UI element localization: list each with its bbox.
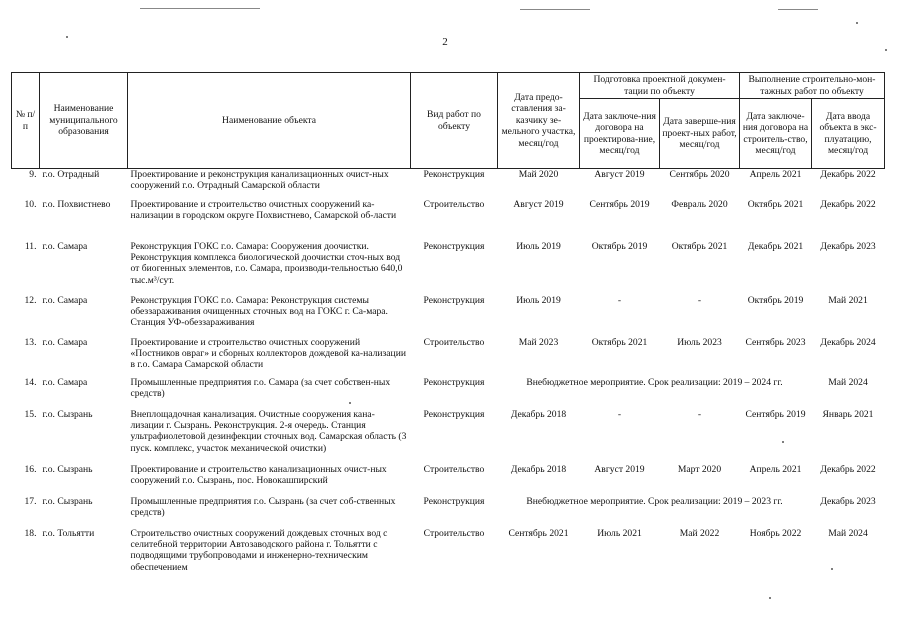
row-build-contract: Ноябрь 2022 xyxy=(749,527,802,539)
col-header-municipality: Наименование муниципального образования xyxy=(40,73,128,169)
row-object: Проектирование и реконструкция канализационных очист-ных сооружений г.о. Отрадный Самарской области xyxy=(130,169,389,192)
row-municipality: г.о. Сызрань xyxy=(42,408,93,420)
table-row xyxy=(12,377,885,409)
row-design-end: Сентябрь 2020 xyxy=(669,169,730,180)
col-header-commission: Дата ввода объекта в экс-плуатацию, месяц/год xyxy=(812,99,885,169)
row-offbudget-note: Внебюджетное мероприятие. Срок реализации: 2019 – 2023 гг. xyxy=(526,495,783,507)
row-design-contract: Август 2019 xyxy=(594,463,645,475)
row-num: 17. xyxy=(24,495,37,507)
row-commission: Декабрь 2023 xyxy=(820,240,876,252)
row-num: 12. xyxy=(24,294,37,306)
row-object: Проектирование и строительство канализационных очист-ных сооружений г.о. Сызрань, пос. Новокашпирский xyxy=(130,463,387,486)
row-work-type: Строительство xyxy=(423,336,485,348)
row-work-type: Реконструкция xyxy=(423,376,485,388)
row-work-type: Строительство xyxy=(423,198,485,210)
row-offbudget-note: Внебюджетное мероприятие. Срок реализации: 2019 – 2024 гг. xyxy=(526,376,783,388)
row-design-contract: Сентябрь 2019 xyxy=(589,198,650,210)
table-row xyxy=(12,409,885,464)
objects-table xyxy=(11,72,885,584)
row-municipality: г.о. Самара xyxy=(42,336,88,348)
row-commission: Декабрь 2022 xyxy=(820,198,876,210)
row-num: 14. xyxy=(24,376,37,388)
row-municipality: г.о. Похвистнево xyxy=(42,198,111,210)
page-number: 2 xyxy=(442,36,448,48)
col-header-design-contract: Дата заключе-ния договора на проектирова-ние, месяц/год xyxy=(580,99,660,169)
row-land-date: Декабрь 2018 xyxy=(510,463,567,475)
scan-mark xyxy=(140,8,260,9)
col-header-object: Наименование объекта xyxy=(128,73,411,169)
row-design-contract: Октябрь 2021 xyxy=(591,336,648,348)
row-num: 11. xyxy=(24,240,37,252)
row-commission: Декабрь 2023 xyxy=(820,495,876,507)
row-work-type: Реконструкция xyxy=(423,169,485,180)
scan-speck xyxy=(769,597,771,599)
row-build-contract: Сентябрь 2023 xyxy=(745,336,806,348)
table-row xyxy=(12,496,885,528)
scan-speck xyxy=(856,22,858,24)
table-row xyxy=(12,337,885,377)
table-row xyxy=(12,241,885,295)
row-land-date: Сентябрь 2021 xyxy=(508,527,569,539)
row-work-type: Строительство xyxy=(423,527,485,539)
row-commission: Декабрь 2022 xyxy=(820,169,876,180)
col-header-work-type: Вид работ по объекту xyxy=(411,73,498,169)
row-work-type: Строительство xyxy=(423,463,485,475)
row-land-date: Июль 2019 xyxy=(516,240,561,252)
row-object: Промышленные предприятия г.о. Сызрань (за счет соб-ственных средств) xyxy=(130,495,396,518)
col-header-build-group: Выполнение строительно-мон-тажных работ по объекту xyxy=(740,73,885,99)
row-num: 16. xyxy=(24,463,37,475)
row-object: Проектирование и строительство очистных сооружений «Постников овраг» и сборных коллекторов дождевой ка-нализации в г.о. Самара Самарской области xyxy=(130,336,406,371)
row-municipality: г.о. Сызрань xyxy=(42,463,93,475)
row-design-end: Февраль 2020 xyxy=(671,198,728,210)
row-build-contract: Апрель 2021 xyxy=(749,169,802,180)
col-header-build-contract: Дата заключе-ния договора на строитель-ство, месяц/год xyxy=(740,99,812,169)
row-object: Строительство очистных сооружений дождевых сточных вод с селитебной территории Автозаводского района г. Тольятти с подводящими трубопроводами и инженерно-техническим обеспечением xyxy=(130,527,388,573)
col-header-design-group: Подготовка проектной докумен-тации по объекту xyxy=(580,73,740,99)
table-row xyxy=(12,199,885,241)
row-num: 15. xyxy=(24,408,37,420)
row-num: 13. xyxy=(24,336,37,348)
row-municipality: г.о. Самара xyxy=(42,240,88,252)
row-work-type: Реконструкция xyxy=(423,495,485,507)
col-header-num: № п/п xyxy=(12,73,40,169)
row-work-type: Реконструкция xyxy=(423,240,485,252)
row-build-contract: Апрель 2021 xyxy=(749,463,802,475)
table-row xyxy=(12,169,885,199)
row-municipality: г.о. Самара xyxy=(42,376,88,388)
row-work-type: Реконструкция xyxy=(423,294,485,306)
row-num: 10. xyxy=(24,198,37,210)
row-municipality: г.о. Отрадный xyxy=(42,169,100,180)
row-build-contract: Сентябрь 2019 xyxy=(745,408,806,420)
scan-mark xyxy=(520,9,590,10)
row-num: 18. xyxy=(24,527,37,539)
row-commission: Январь 2021 xyxy=(822,408,874,420)
row-design-contract: Июль 2021 xyxy=(597,527,642,539)
row-land-date: Май 2023 xyxy=(518,336,559,348)
row-work-type: Реконструкция xyxy=(423,408,485,420)
row-design-contract: - xyxy=(617,408,622,420)
row-commission: Декабрь 2022 xyxy=(820,463,876,475)
scan-mark xyxy=(778,9,818,10)
row-object: Внеплощадочная канализация. Очистные сооружения кана-лизации г. Сызрань. Реконструкция. 2-я очередь. Станция ультрафиолетовой дезинфекции сточных вод. Самарская область (3 пуск. комплекс, участок механической очистки) xyxy=(130,408,407,454)
row-design-end: Май 2022 xyxy=(679,527,720,539)
row-design-contract: Октябрь 2019 xyxy=(591,240,648,252)
row-municipality: г.о. Тольятти xyxy=(42,527,95,539)
row-commission: Май 2021 xyxy=(828,294,868,306)
row-design-end: Июль 2023 xyxy=(677,336,722,348)
row-num: 9. xyxy=(29,169,37,180)
row-design-end: Март 2020 xyxy=(677,463,722,475)
col-header-land-date: Дата предо-ставления за-казчику зе-мельного участка, месяц/год xyxy=(498,73,580,169)
row-design-contract: - xyxy=(617,294,622,306)
table-row xyxy=(12,295,885,337)
row-municipality: г.о. Самара xyxy=(42,294,88,306)
row-commission: Декабрь 2024 xyxy=(820,336,876,348)
row-land-date: Декабрь 2018 xyxy=(510,408,567,420)
row-object: Реконструкция ГОКС г.о. Самара: Реконструкция системы обеззараживания очищенных сточных вод на ГОКС г. Са-мара. Станция УФ-обеззараживания xyxy=(130,294,388,329)
row-commission: Май 2024 xyxy=(828,527,868,539)
row-build-contract: Декабрь 2021 xyxy=(747,240,804,252)
row-object: Реконструкция ГОКС г.о. Самара: Сооружения доочистки. Реконструкция комплекса биологической доочистки сточ-ных вод от биогенных элементов, г.о. Самара, производи-тельностью 640,0 тыс.м³/сут. xyxy=(130,240,403,286)
row-object: Промышленные предприятия г.о. Самара (за счет собствен-ных средств) xyxy=(130,376,391,399)
table-row xyxy=(12,464,885,496)
scan-speck xyxy=(885,49,887,51)
row-design-end: - xyxy=(697,294,702,306)
row-land-date: Август 2019 xyxy=(513,198,564,210)
row-land-date: Май 2020 xyxy=(518,169,559,180)
row-design-contract: Август 2019 xyxy=(594,169,645,180)
col-header-design-end: Дата заверше-ния проект-ных работ, месяц/год xyxy=(660,99,740,169)
table-row xyxy=(12,528,885,584)
row-municipality: г.о. Сызрань xyxy=(42,495,93,507)
row-commission: Май 2024 xyxy=(828,376,868,388)
row-build-contract: Октябрь 2021 xyxy=(747,198,804,210)
row-design-end: - xyxy=(697,408,702,420)
row-object: Проектирование и строительство очистных сооружений ка-нализации в городском округе Похвистнево, Самарской об-ласти xyxy=(130,198,397,221)
row-build-contract: Октябрь 2019 xyxy=(747,294,804,306)
row-land-date: Июль 2019 xyxy=(516,294,561,306)
row-design-end: Октябрь 2021 xyxy=(671,240,728,252)
